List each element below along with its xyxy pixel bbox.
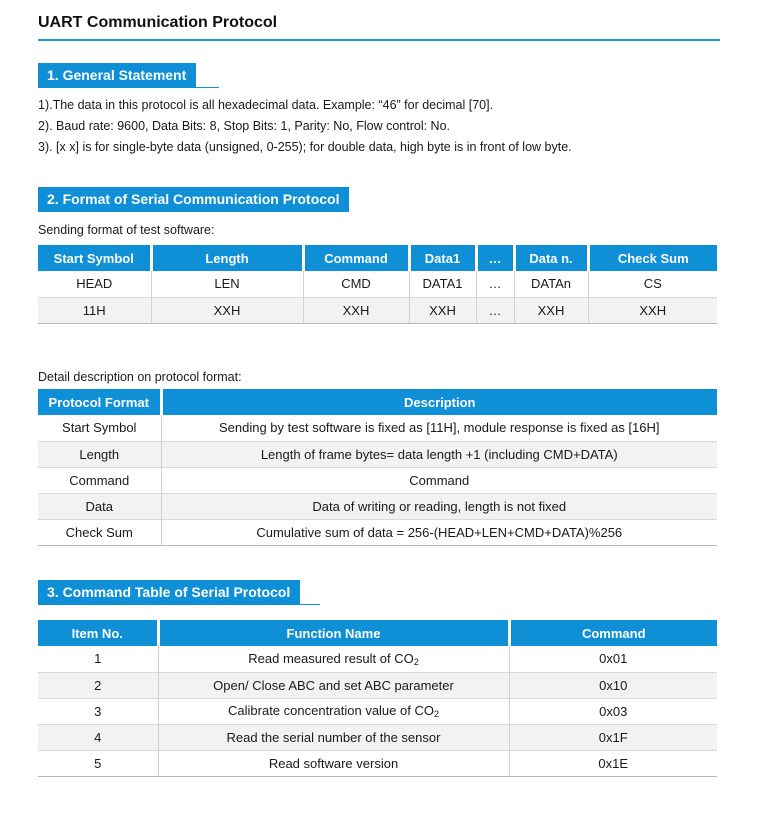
detail-header-row (38, 389, 717, 415)
general-line-3: 3). [x x] is for single-byte data (unsigned, 0-255); for double data, high byte is in front of low byte. (38, 140, 572, 154)
col-header: Start Symbol (38, 245, 151, 271)
col-header: Command (303, 245, 409, 271)
table-cell: Check Sum (38, 519, 161, 545)
format-intro: Sending format of test software: (38, 223, 215, 237)
section-underline (38, 87, 219, 88)
table-cell: Command (38, 467, 161, 493)
function-name (158, 646, 509, 672)
table-cell: Length of frame bytes= data length +1 (including CMD+DATA) (161, 441, 717, 467)
command-code: 0x10 (509, 672, 717, 698)
function-name (158, 724, 509, 750)
command-code: 0x03 (509, 698, 717, 724)
col-header: Length (151, 245, 303, 271)
subscript: 2 (413, 656, 419, 667)
col-header: Data1 (409, 245, 476, 271)
table-row (38, 467, 717, 493)
table-cell: Sending by test software is fixed as [11H], module response is fixed as [16H] (161, 415, 717, 441)
command-header-row (38, 620, 717, 646)
table-cell: CS (588, 271, 717, 297)
col-header: Check Sum (588, 245, 717, 271)
table-row (38, 750, 717, 776)
table-cell: 11H (38, 297, 151, 323)
table-cell: Data of writing or reading, length is not fixed (161, 493, 717, 519)
item-number: 2 (38, 672, 158, 698)
page-title: UART Communication Protocol (38, 14, 278, 31)
table-cell: XXH (409, 297, 476, 323)
table-row (38, 724, 717, 750)
table-cell: DATA1 (409, 271, 476, 297)
function-name (158, 750, 509, 776)
table-cell: LEN (151, 271, 303, 297)
table-cell: … (476, 297, 514, 323)
table-row (38, 271, 717, 297)
function-name-text: Open/ Close ABC and set ABC parameter (213, 677, 454, 693)
section-heading-command-table: 3. Command Table of Serial Protocol (38, 580, 300, 605)
table-cell: Data (38, 493, 161, 519)
section-heading-general-statement: 1. General Statement (38, 63, 196, 88)
table-row (38, 519, 717, 545)
table-cell: Start Symbol (38, 415, 161, 441)
command-code: 0x1F (509, 724, 717, 750)
command-table (38, 620, 717, 777)
subscript: 2 (433, 709, 439, 719)
detail-intro: Detail description on protocol format: (38, 370, 242, 384)
item-number: 1 (38, 646, 158, 672)
table-cell: XXH (151, 297, 303, 323)
table-row (38, 297, 717, 323)
item-number: 5 (38, 750, 158, 776)
general-line-1: 1).The data in this protocol is all hexadecimal data. Example: “46” for decimal [70]. (38, 98, 494, 112)
title-divider (38, 39, 720, 41)
function-name-text: Read software version (268, 755, 399, 771)
format-header-row (38, 245, 717, 271)
function-name (158, 672, 509, 698)
col-header: Data n. (514, 245, 588, 271)
col-header: Item No. (38, 620, 158, 646)
general-line-2: 2). Baud rate: 9600, Data Bits: 8, Stop Bits: 1, Parity: No, Flow control: No. (38, 119, 450, 133)
function-name-text: Read measured result of CO (248, 650, 414, 666)
section-heading-format: 2. Format of Serial Communication Protocol (38, 187, 349, 212)
function-name-text: Calibrate concentration value of CO (228, 703, 434, 718)
table-row (38, 646, 717, 672)
section-underline (38, 604, 320, 605)
table-row (38, 698, 717, 724)
table-cell: HEAD (38, 271, 151, 297)
table-cell: Cumulative sum of data = 256-(HEAD+LEN+CMD+DATA)%256 (161, 519, 717, 545)
col-header: Function Name (158, 620, 509, 646)
table-row (38, 415, 717, 441)
command-code: 0x01 (509, 646, 717, 672)
col-header: Protocol Format (38, 389, 161, 415)
detail-table (38, 389, 717, 546)
table-row (38, 493, 717, 519)
function-name (158, 698, 509, 724)
item-number: 3 (38, 698, 158, 724)
table-cell: XXH (588, 297, 717, 323)
command-code: 0x1E (509, 750, 717, 776)
table-row (38, 672, 717, 698)
table-cell: CMD (303, 271, 409, 297)
table-cell: … (476, 271, 514, 297)
table-cell: DATAn (514, 271, 588, 297)
item-number: 4 (38, 724, 158, 750)
col-header: Command (509, 620, 717, 646)
table-cell: XXH (514, 297, 588, 323)
table-cell: XXH (303, 297, 409, 323)
function-name-text: Read the serial number of the sensor (226, 729, 441, 745)
table-cell: Length (38, 441, 161, 467)
format-table (38, 245, 717, 324)
col-header: … (476, 245, 514, 271)
table-cell: Command (161, 467, 717, 493)
col-header: Description (161, 389, 717, 415)
table-row (38, 441, 717, 467)
